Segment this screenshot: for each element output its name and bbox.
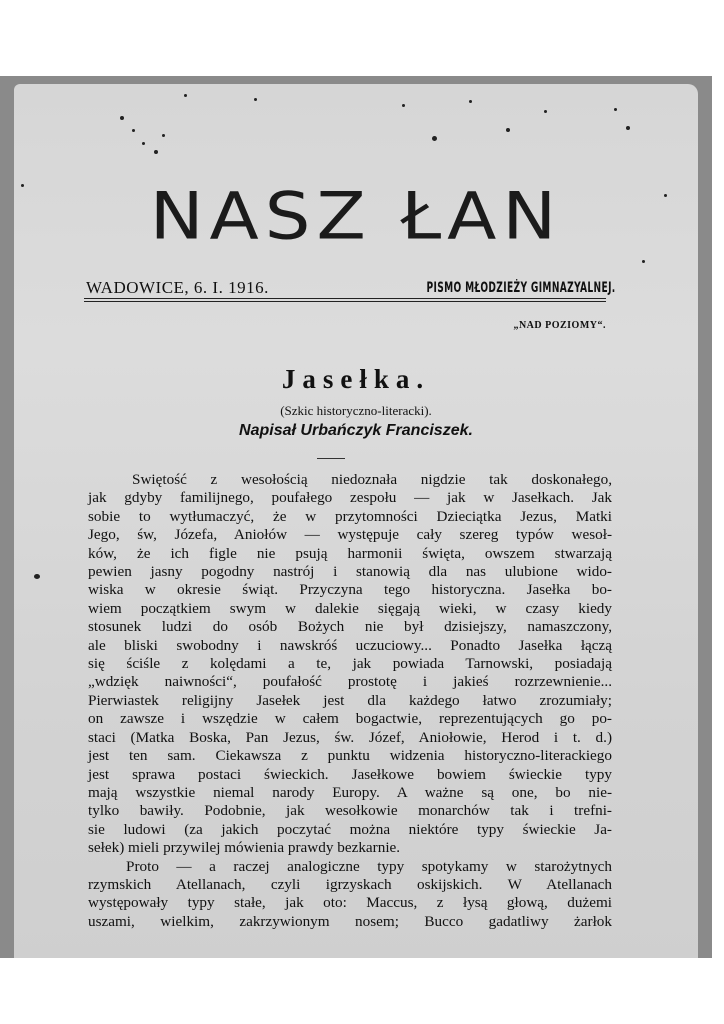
paper-sheet xyxy=(14,84,698,958)
body-line: wiem początkiem swym w dalekie sięgają wieki, w czasy kiedy xyxy=(88,599,612,617)
dust-speck xyxy=(120,116,124,120)
dust-speck xyxy=(142,142,145,145)
body-line: Swiętość z wesołością niedoznała nigdzie tak doskonałego, xyxy=(132,471,612,488)
body-line: wiska w okresie świąt. Przyczyna tego historyczna. Jasełka bo- xyxy=(88,581,612,599)
section-divider xyxy=(317,458,345,459)
body-line: „wdzięk naiwności“, poufałość prostotę i jakieś rozrzewnienie... xyxy=(88,673,612,691)
dust-speck xyxy=(506,128,510,132)
dust-speck xyxy=(184,94,187,97)
article-title: Jasełka. xyxy=(281,364,431,394)
publication-subtitle: PISMO MŁODZIEŻY GIMNAZYALNEJ. xyxy=(426,280,616,296)
body-line: staci (Matka Boska, Pan Jezus, św. Józef, Aniołowie, Herod i t. d.) xyxy=(88,728,612,746)
dust-speck xyxy=(132,129,135,132)
body-line: sełek) mieli przywilej mówienia prawdy bezkarnie. xyxy=(88,839,401,857)
dust-speck xyxy=(34,574,40,579)
dust-speck xyxy=(402,104,405,107)
body-line: jest sprawa postaci świeckich. Jasełkowe bowiem świeckie typy xyxy=(88,765,612,783)
body-line: ale bliski swobodny i nawskróś uczuciowy... Ponadto Jasełka łączą xyxy=(88,636,612,654)
dust-speck xyxy=(254,98,257,101)
dust-speck xyxy=(162,134,165,137)
body-line: Jego, św, Józefa, Aniołów — występuje cały szereg typów wesoł- xyxy=(88,526,612,544)
dust-speck xyxy=(544,110,547,113)
body-line: on zawsze i wszędzie w całem bogactwie, reprezentujących go po- xyxy=(88,710,612,728)
body-line: uszami, wielkim, zakrzywionym nosem; Bucco gadatliwy żarłok xyxy=(88,912,612,930)
motto: „NAD POZIOMY“. xyxy=(513,320,606,331)
body-line: ków, że ich figle nie psują harmonii święta, owszem stwarzają xyxy=(88,544,612,562)
dateline: WADOWICE, 6. I. 1916. xyxy=(86,278,269,297)
header-rule-top xyxy=(84,298,606,299)
body-line: mają wszystkie niemal narody Europy. A ważne są one, bo nie- xyxy=(88,783,612,801)
scanned-page xyxy=(0,76,712,958)
dust-speck xyxy=(154,150,158,154)
body-line: stosunek ludzi do osób Bożych nie był dzisiejszy, namaszczony, xyxy=(88,618,612,636)
article-author: Napisał Urbańczyk Franciszek. xyxy=(239,422,473,439)
header-rule-bottom xyxy=(84,301,606,302)
masthead-title: NASZ ŁAN xyxy=(149,178,563,254)
body-line: tylko bawiły. Podobnie, jak wesołkowie monarchów tak i trefni- xyxy=(88,802,612,820)
dust-speck xyxy=(469,100,472,103)
body-line: Pierwiastek religijny Jasełek jest dla każdego łatwo zrozumiały; xyxy=(88,691,612,709)
dust-speck xyxy=(614,108,617,111)
article-subtitle: (Szkic historyczno-literacki). xyxy=(280,403,432,418)
dust-speck xyxy=(432,136,437,141)
article-body xyxy=(88,471,612,931)
dust-speck xyxy=(642,260,645,263)
body-line: sie ludowi (za jakich poczytać można niektóre typy świeckie Ja- xyxy=(88,820,612,838)
body-line: Proto — a raczej analogiczne typy spotykamy w starożytnych xyxy=(126,857,612,875)
body-line: jest ten sam. Ciekawsza z punktu widzenia historyczno-literackiego xyxy=(88,747,612,765)
body-line: występowały typy stałe, jak oto: Maccus, z łysą głową, dużemi xyxy=(88,894,612,912)
dust-speck xyxy=(626,126,630,130)
body-line: się ściśle z kolędami a te, jak powiada Tarnowski, posiadają xyxy=(88,655,612,673)
body-line: sobie to wytłumaczyć, że w przytomności Dzieciątka Jezus, Matki xyxy=(88,507,612,525)
body-line: rzymskich Atellanach, czyli igrzyskach oskijskich. W Atellanach xyxy=(88,875,612,893)
body-line: pewien jasny pogodny nastrój i stanowią dla nas ulubione wido- xyxy=(88,563,612,581)
body-line: jak gdyby familijnego, poufałego zespołu — jak w Jasełkach. Jak xyxy=(88,489,612,507)
